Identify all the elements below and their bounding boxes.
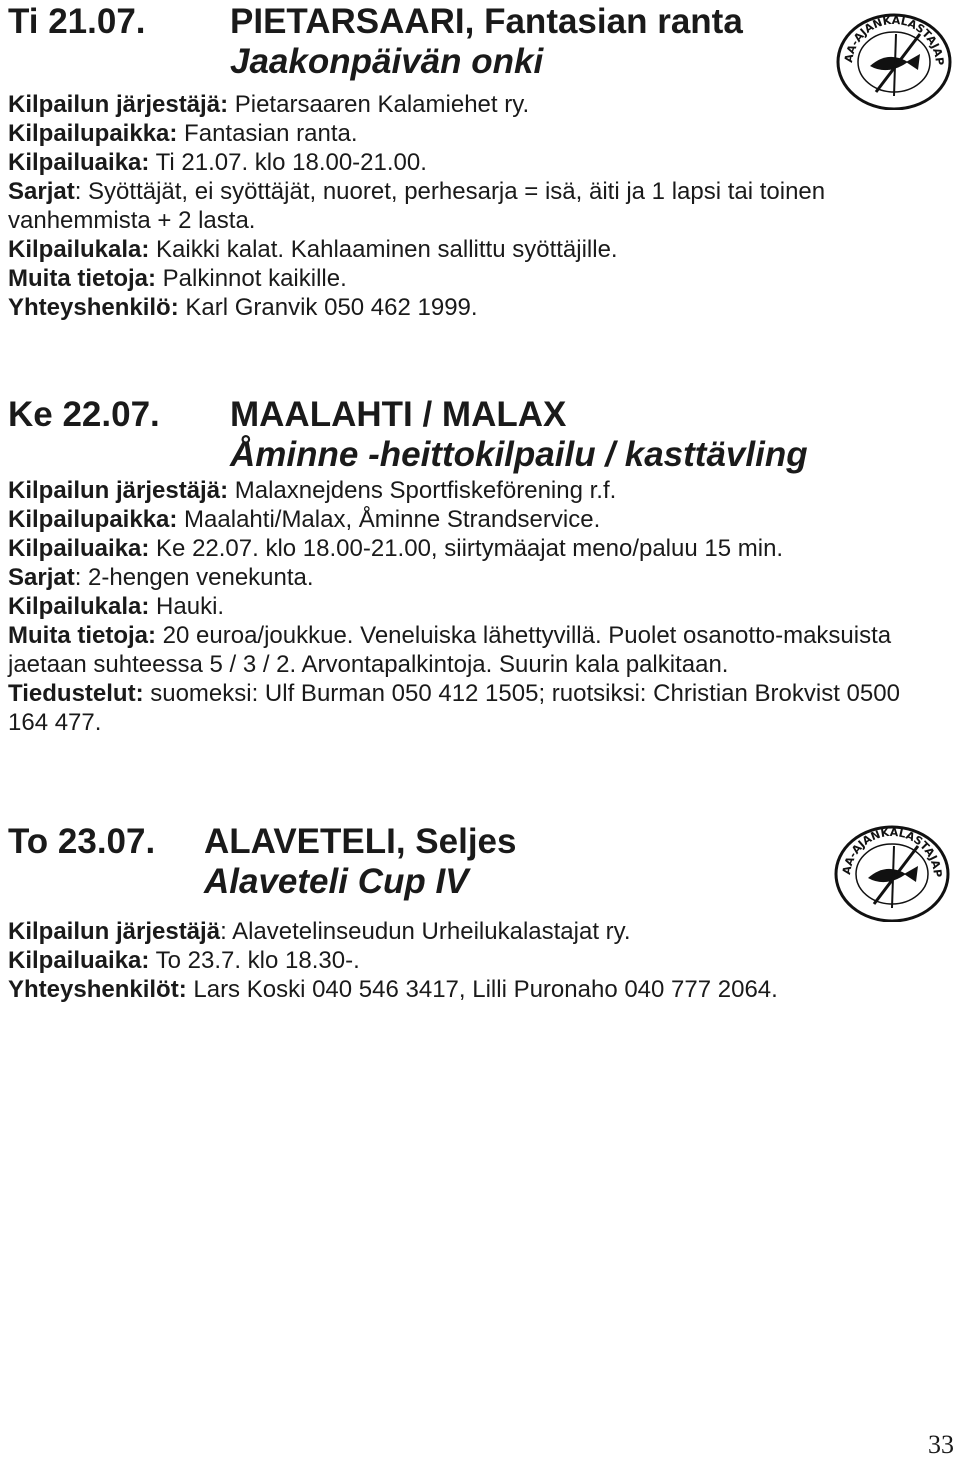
event-place: ALAVETELI, Seljes (204, 822, 517, 861)
page-number: 33 (928, 1430, 954, 1459)
event-date: Ke 22.07. (8, 395, 160, 434)
info-line: Kilpailukala: Kaikki kalat. Kahlaaminen sallittu syöttäjille. (8, 236, 618, 263)
info-line: Muita tietoja: Palkinnot kaikille. (8, 265, 347, 292)
event-info (8, 90, 948, 322)
info-line: Sarjat: Syöttäjät, ei syöttäjät, nuoret, perhesarja = isä, äiti ja 1 lapsi tai toinen vanhemmista + 2 lasta. (8, 178, 826, 234)
info-line: Sarjat: 2-hengen venekunta. (8, 564, 314, 591)
svg-text:VAPAA-AJANKALASTAJAPIIRI: AA-AJANKALASTAJAP (842, 13, 947, 66)
info-line: Kilpailuaika: Ke 22.07. klo 18.00-21.00, siirtymäajat meno/paluu 15 min. (8, 535, 784, 562)
info-line: Kilpailun järjestäjä: Pietarsaaren Kalamiehet ry. (8, 91, 530, 118)
info-line: Kilpailuaika: To 23.7. klo 18.30-. (8, 947, 360, 974)
event-subtitle: Alaveteli Cup IV (204, 862, 469, 901)
event-date: Ti 21.07. (8, 2, 146, 41)
info-line: Kilpailupaikka: Fantasian ranta. (8, 120, 358, 147)
info-line: Kilpailun järjestäjä: Alavetelinseudun Urheilukalastajat ry. (8, 918, 631, 945)
event-place: PIETARSAARI, Fantasian ranta (230, 2, 743, 41)
svg-text:VAPAA-AJANKALASTAJAPIIRI: AA-AJANKALASTAJAP (840, 825, 945, 878)
event-info (8, 476, 948, 737)
fishing-association-seal-icon (834, 822, 950, 922)
info-line: Kilpailukala: Hauki. (8, 593, 225, 620)
info-line: Yhteyshenkilö: Karl Granvik 050 462 1999. (8, 294, 478, 321)
info-line: Kilpailuaika: Ti 21.07. klo 18.00-21.00. (8, 149, 427, 176)
info-line: Tiedustelut: suomeksi: Ulf Burman 050 412 1505; ruotsiksi: Christian Brokvist 0500 164 477. (8, 680, 900, 736)
event-info (8, 917, 948, 1004)
info-line: Kilpailupaikka: Maalahti/Malax, Åminne Strandservice. (8, 506, 601, 533)
event-date: To 23.07. (8, 822, 156, 861)
fishing-association-seal-icon (836, 10, 952, 110)
info-line: Yhteyshenkilöt: Lars Koski 040 546 3417, Lilli Puronaho 040 777 2064. (8, 976, 778, 1003)
event-place: MAALAHTI / MALAX (230, 395, 567, 434)
info-line: Kilpailun järjestäjä: Malaxnejdens Sportfiskeförening r.f. (8, 477, 617, 504)
event-subtitle: Åminne -heittokilpailu / kasttävling (230, 435, 808, 474)
info-line: Muita tietoja: 20 euroa/joukkue. Veneluiska lähettyvillä. Puolet osanotto-maksuista jaetaan suhteessa 5 / 3 / 2. Arvontapalkintoja. Suurin kala palkitaan. (8, 622, 892, 678)
event-subtitle: Jaakonpäivän onki (230, 42, 544, 81)
